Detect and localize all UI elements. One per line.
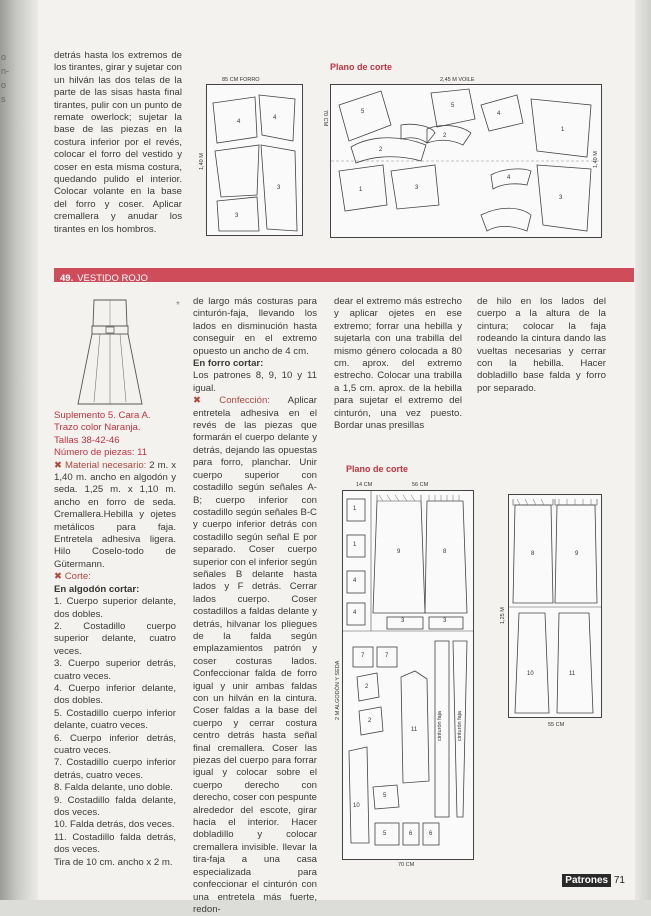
cut-tail: Tira de 10 cm. ancho x 2 m. [54,856,173,868]
piece-number: 4 [273,115,277,121]
piece-number: 4 [353,578,357,584]
pieces-count-line: Número de piezas: 11 [54,447,148,459]
board-height-label: 70 CM [322,110,328,127]
piece-number: 5 [383,831,387,837]
piece-number: 6 [429,831,433,837]
bottom-plan-board-cotton [342,490,474,860]
piece-number: 11 [569,671,576,677]
section-title: VESTIDO ROJO [77,273,148,284]
top-plan-title: Plano de corte [330,62,393,72]
piece-number: 3 [443,618,447,624]
instructions-paragraph: de largo más costuras para cinturón-faja, llevando los lados en disminución hasta conseguir en el extremo opuesto un ancho de 4 cm. [193,296,317,357]
margin-fragment: n- [1,66,10,76]
intro-text [54,50,182,236]
piece-number: 3 [235,213,239,219]
piece-number: 1 [353,506,357,512]
piece-number: 3 [277,185,281,191]
piece-number: 1 [353,542,357,548]
piece-number: 2 [379,147,383,153]
cut-item: 7. Costadillo cuerpo inferior detrás, cuatro veces. [54,757,176,781]
piece-number: 11 [411,727,418,733]
piece-number: 2 [368,718,372,724]
board-height-label: 1,40 M [199,153,205,170]
piece-number: 5 [361,109,365,115]
piece-number: 2 [365,684,369,690]
cut-item: 4. Cuerpo inferior delante, dos dobles. [54,682,176,707]
cut-item: 6. Cuerpo inferior detrás, cuatro veces. [54,732,176,756]
board-width-label: 70 CM [398,862,415,868]
confeccion-text: Aplicar entretela adhesiva en el revés de las piezas que formarán el cuerpo delante y detrás, dejando las opuestas para forro, planchar. Unir cuerpo superior con costadillo según señales A-B; cuerpo inferior con costadillo según señales B-C y cuerpo inferior detrás con costadillo según señal E por separado. Coser cuerpo superior con el inferior según señales B delante hasta lados y F detrás. Cerrar lados cuerpo. Coser costadillos a faldas delante y detrás, hilvanar los pliegues de la falda según emplazamientos patrón y coser costuras lados. Confeccionar falda de forro igual y unir ambas faldas con un hilván en la cintura. Coser faldas a la base del cuerpo y cerrar costura centro detrás hasta señal final cremallera. Coser las piezas del cuerpo para forrar igual y colocar sobre el cuerpo derecho con derecho, coser con pespunte alrededor del escote, girar hacia el interior. Hacer dobladillo y colocar cremallera invisible. llevar la tira-faja a una casa especializada para confeccionar el cinturón con una entretela más fuerte, redon- [193,395,317,915]
margin-fragment: o [1,80,7,90]
specs-column [54,410,176,869]
piece-number: 1 [561,127,565,133]
board-side-label: 2 M ALGODÓN Y SEDA [335,660,341,720]
intro-paragraph: detrás hasta los extremos de los tirantes, girar y sujetar con un hilván las dos telas de la parte de las sisas hasta final tirantes, pulir con un punto de remate owerlock; sujetar la base de las piezas en la costura inferior por el revés, colocar el forro del vestido y coser en esta misma costura, quedando pulido el interior. Colocar volante en la base del forro y coser. Aplicar cremallera y anudar los tirantes en los hombros. [54,50,182,235]
forro-label: En forro cortar: [193,358,264,370]
piece-number: 4 [507,175,511,181]
instructions-column-3 [334,296,462,432]
board-width-label: 2,45 M VOILE [440,77,475,83]
board-width-label: 56 CM [412,482,429,488]
cut-item: 5. Costadillo cuerpo inferior delante, cuatro veces. [54,707,176,732]
top-plan-board-lining [206,84,303,236]
piece-number: 7 [361,653,365,659]
confeccion-label: ✖ Confección: [193,395,270,407]
cotton-layout-diagram [343,491,473,859]
lining-layout-diagram [207,85,302,235]
piece-number: 5 [451,103,455,109]
instructions-paragraph: de hilo en los lados del cuerpo a la altura de la cintura; colocar la faja rodeando la cintura dando las vueltas necesarias y cerrar con la hebilla. Hacer dobladillo base falda y forro por separado. [477,296,606,394]
piece-number: 3 [559,195,563,201]
confeccion-paragraph [193,395,317,916]
cut-item: 1. Cuerpo superior delante, dos dobles. [54,596,176,620]
margin-fragment: s [1,94,6,104]
page-footer [562,875,625,886]
cut-item: 3. Cuerpo superior detrás, cuatro veces. [54,658,176,682]
cut-item: 8. Falda delante, uno doble. [54,782,173,794]
board-height-label: 1,40 M [593,151,599,168]
instructions-paragraph: dear el extremo más estrecho y aplicar ojetes en ese extremo; forrar una hebilla y sujetarla con una trabilla del mismo género colocada a 80 cm. aprox. del extremo estrecho. Colocar una trabilla a 1,5 cm. aprox. de la hebilla para sujetar el extremo del cinturón, una vez puesto. Bordar unas presillas [334,296,462,432]
page-edge [635,0,651,900]
piece-number: 3 [401,618,405,624]
forro-text: Los patrones 8, 9, 10 y 11 igual. [193,370,317,394]
piece-number: 9 [397,549,401,555]
cut-sublabel: En algodón cortar: [54,583,140,595]
supplement-line: Suplemento 5. Cara A. [54,410,151,421]
top-plan-board-voile [330,84,602,238]
instructions-column-2 [193,296,317,916]
piece-number: 5 [383,793,387,799]
piece-number: 10 [353,803,360,809]
piece-number: 6 [409,831,413,837]
board-width-label: 85 CM FORRO [222,77,260,83]
piece-number: 4 [353,610,357,616]
piece-number: 4 [497,111,501,117]
belt-strip-label: cinturón faja [457,711,463,741]
cut-label: ✖ Corte: [54,571,91,583]
trace-line: Trazo color Naranja. [54,422,141,434]
dress-illustration [70,294,150,408]
lining-layout-diagram [509,495,601,717]
board-width-label: 55 CM [548,722,565,728]
piece-number: 7 [385,653,389,659]
cut-item: 2. Costadillo cuerpo superior delante, cuatro veces. [54,620,176,657]
board-height-label: 1,25 M [500,607,506,624]
margin-fragment: o [1,52,7,62]
magazine-brand: Patrones [562,874,611,887]
bottom-plan-board-lining [508,494,602,718]
section-header-band [54,268,634,282]
piece-number: 3 [415,185,419,191]
previous-page-fragments [1,50,11,106]
page-number: 71 [613,875,625,886]
material-paragraph [54,460,176,572]
bottom-plan-title: Plano de corte [346,464,409,474]
page-spine [0,0,38,900]
instructions-column-4 [477,296,606,395]
board-width-label: 14 CM [356,482,373,488]
piece-number: 2 [443,133,447,139]
material-label: ✖ Material necesario: [54,459,147,471]
cut-item: 10. Falda detrás, dos veces. [54,819,175,831]
sizes-line: Tallas 38-42-46 [54,434,120,446]
belt-strip-label: cinturón faja [437,711,443,741]
section-number: 49. [60,273,74,284]
piece-number: 1 [359,187,363,193]
piece-number: 8 [443,549,447,555]
piece-number: 10 [527,671,534,677]
cut-item: 11. Costadillo falda detrás, dos veces. [54,831,176,856]
piece-number: 8 [531,551,535,557]
bullet-mark: * [176,300,180,311]
material-text: 2 m. x 1,40 m. ancho en algodón y seda. 1,25 m. x 1,10 m. ancho en forro de seda. Cremallera.Hebilla y ojetes metálicos para faja. Entretela adhesiva ligera. Hilo Coselo-todo de Gütermann. [54,459,176,570]
piece-number: 9 [575,551,579,557]
voile-layout-diagram [331,85,601,237]
piece-number: 4 [237,119,241,125]
cut-item: 9. Costadillo falda delante, dos veces. [54,794,176,818]
